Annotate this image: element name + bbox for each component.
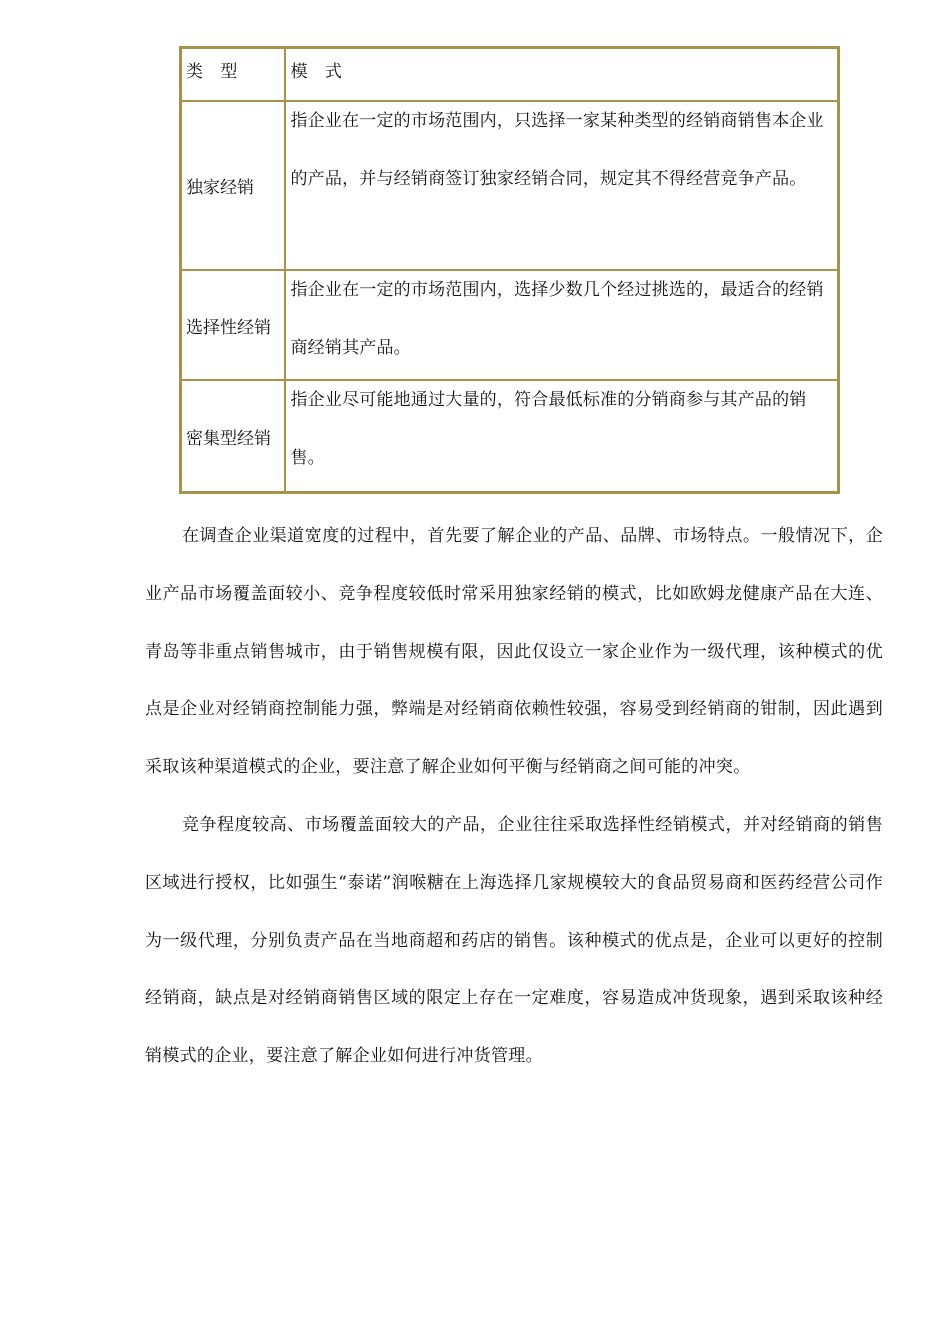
header-mode-label: 模 式 [290,62,348,82]
header-type-label: 类 型 [186,62,244,82]
distribution-mode-table [179,46,840,494]
description-cell [285,101,838,270]
type-label: 选择性经销 [186,317,271,338]
description-cell [285,270,838,380]
description-text: 指企业尽可能地通过大量的，符合最低标准的分销商参与其产品的销售。 [290,390,807,468]
type-label: 独家经销 [186,178,254,198]
header-type-cell [181,48,285,101]
type-label: 密集型经销 [186,428,271,449]
table-row [181,270,838,380]
paragraph: 竞争程度较高、市场覆盖面较大的产品，企业往往采取选择性经销模式，并对经销商的销售区域进行授权，比如强生“泰诺”润喉糖在上海选择几家规模较大的食品贸易商和医药经营公司作为一级代理，分别负责产品在当地商超和药店的销售。该种模式的优点是，企业可以更好的控制经销商，缺点是对经销商销售区域的限定上存在一定难度，容易造成冲货现象，遇到采取该种经销模式的企业，要注意了解企业如何进行冲货管理。 [145,814,883,1067]
paragraph: 在调查企业渠道宽度的过程中，首先要了解企业的产品、品牌、市场特点。一般情况下，企业产品市场覆盖面较小、竞争程度较低时常采用独家经销的模式，比如欧姆龙健康产品在大连、青岛等非重点销售城市，由于销售规模有限，因此仅设立一家企业作为一级代理，该种模式的优点是企业对经销商控制能力强，弊端是对经销商依赖性较强，容易受到经销商的钳制，因此遇到采取该种渠道模式的企业，要注意了解企业如何平衡与经销商之间可能的冲突。 [145,526,883,778]
type-cell [181,270,285,380]
description-text: 指企业在一定的市场范围内，只选择一家某种类型的经销商销售本企业的产品，并与经销商签订独家经销合同，规定其不得经营竞争产品。 [290,111,824,189]
type-cell [181,380,285,492]
table-row [181,101,838,270]
table-row [181,380,838,492]
body-text [145,508,883,1086]
description-cell [285,380,838,492]
type-cell [181,101,285,270]
description-text: 指企业在一定的市场范围内，选择少数几个经过挑选的，最适合的经销商经销其产品。 [290,280,824,358]
